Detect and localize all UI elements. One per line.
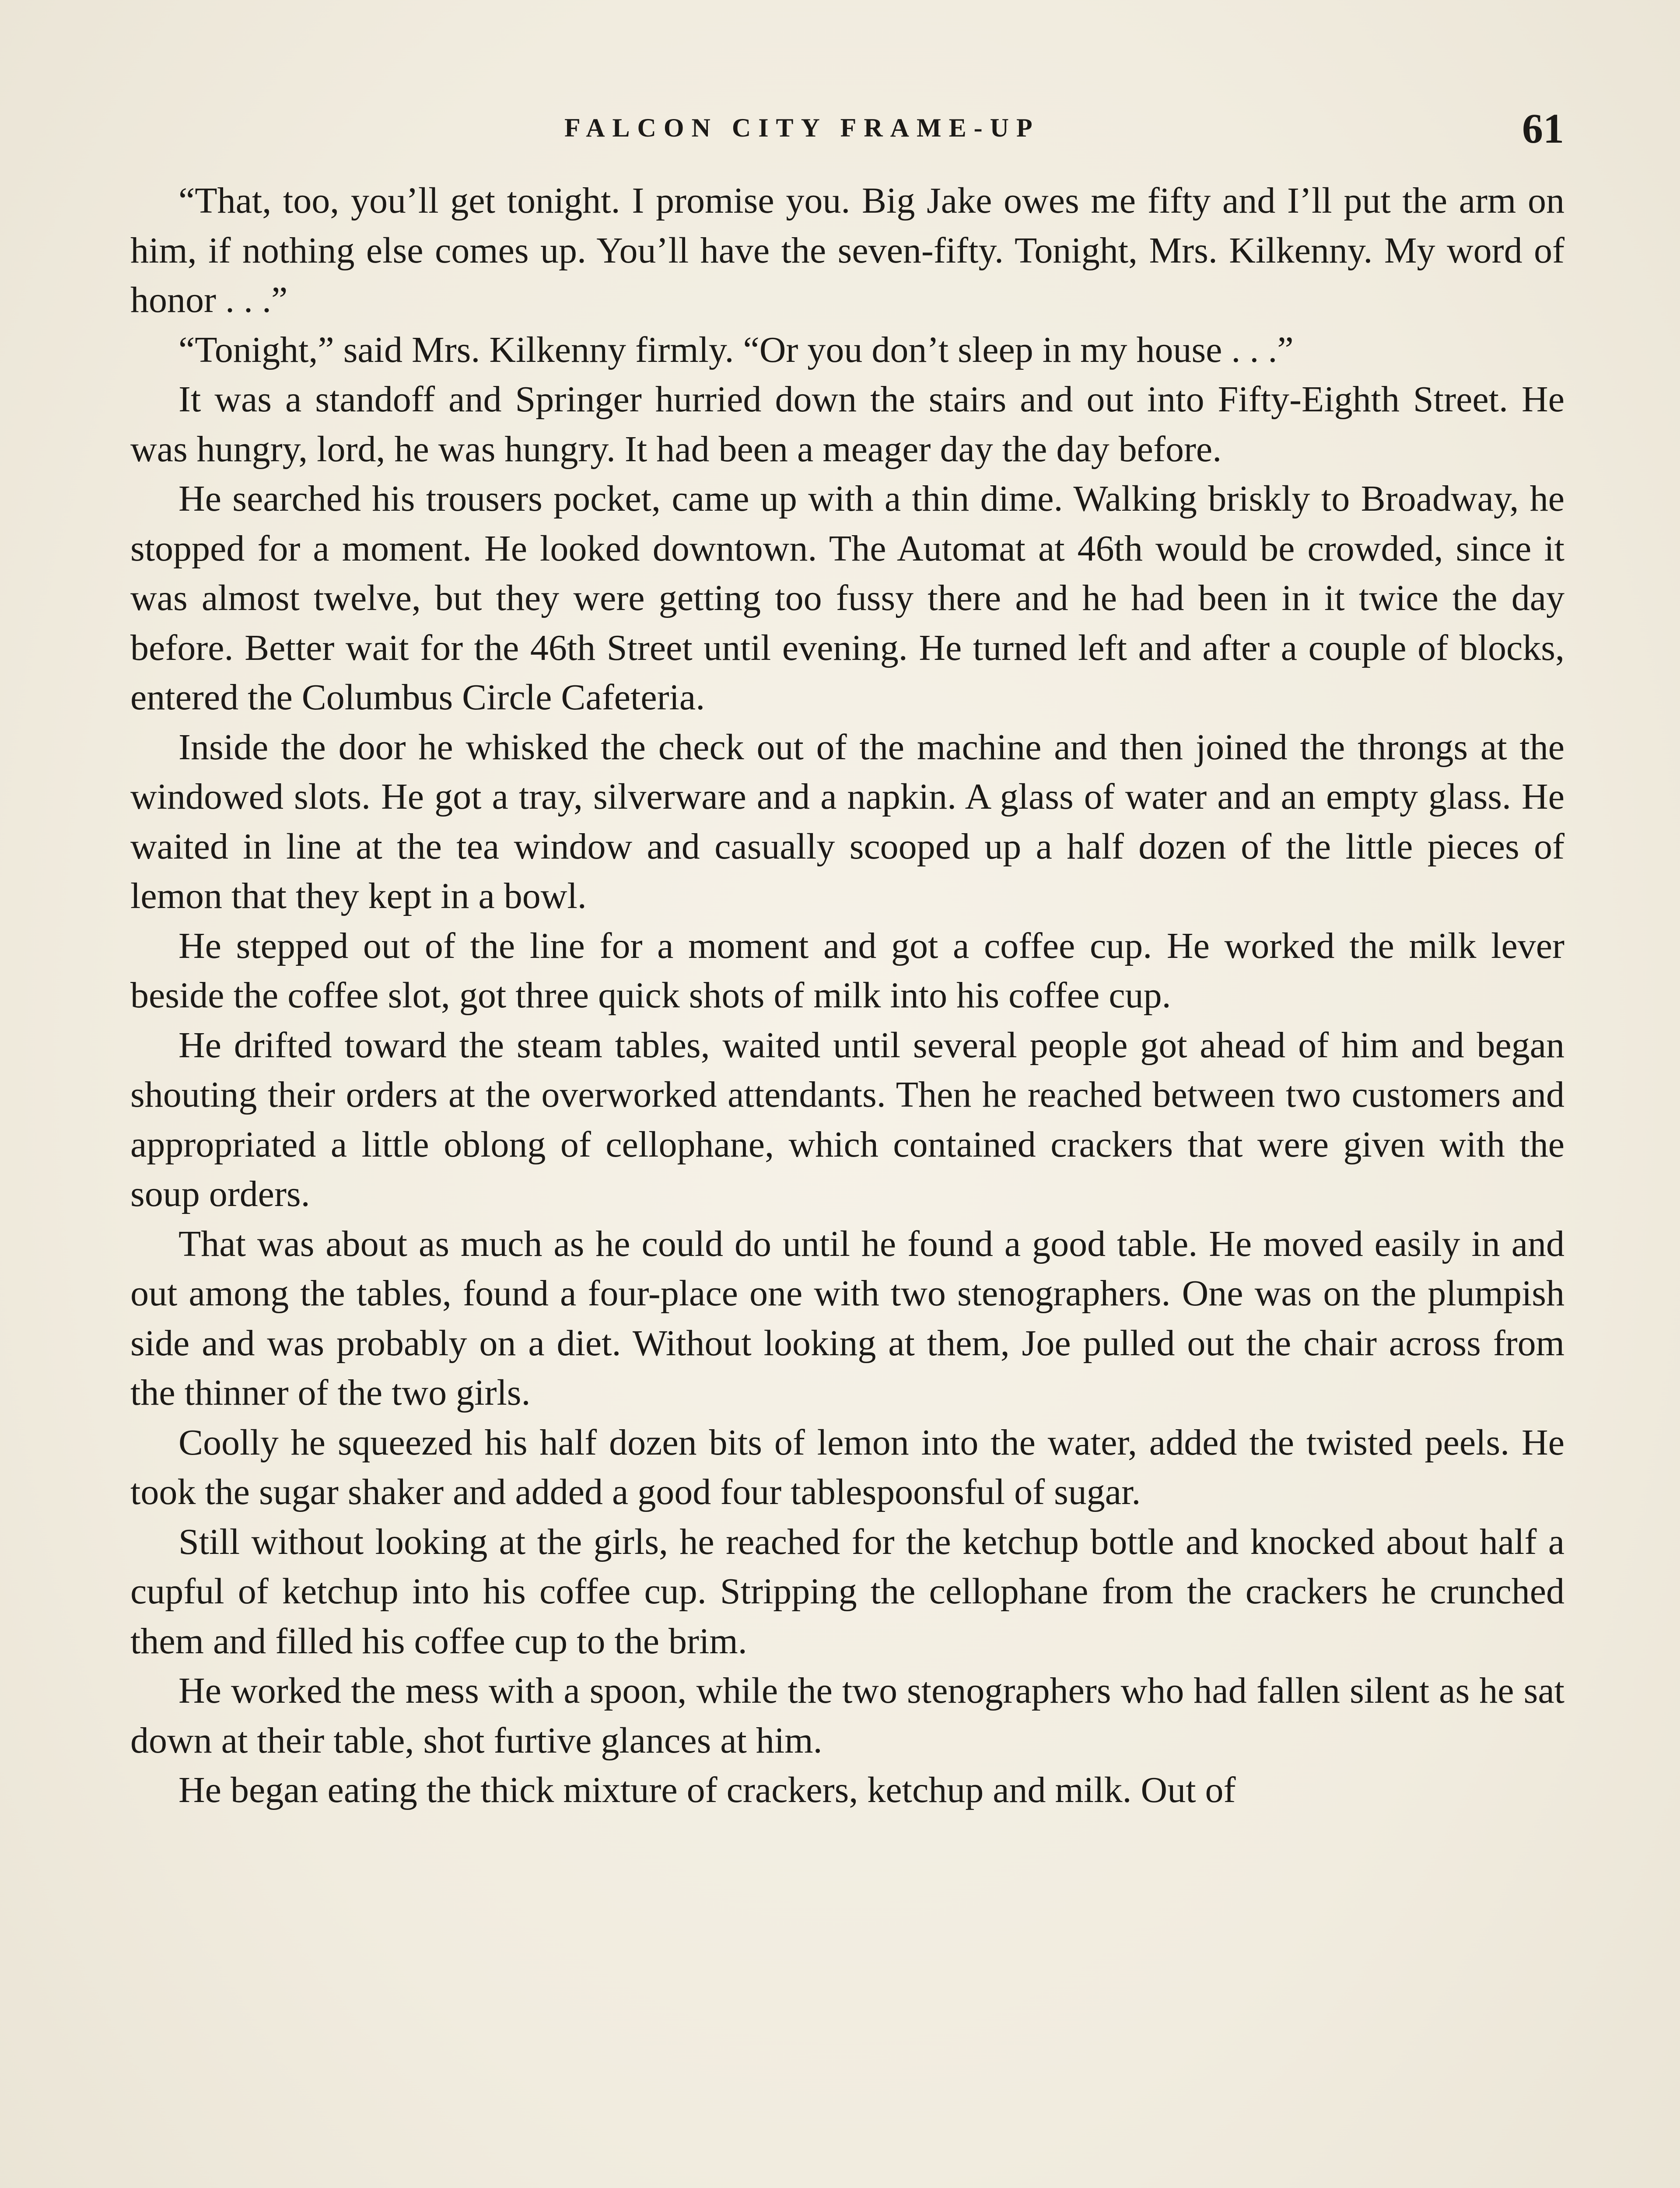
running-title: FALCON CITY FRAME-UP xyxy=(564,113,1040,142)
paragraph: That was about as much as he could do until he found a good table. He moved easily in and out among the tables, found a four-place one with two stenographers. One was on the plumpish side and was probably on a diet. Without looking at them, Joe pulled out the chair across from the thinner of the two girls. xyxy=(130,1223,1564,1413)
body-text xyxy=(130,176,1564,1815)
paragraph: Still without looking at the girls, he reached for the ketchup bottle and knocked about half a cupful of ketchup into his coffee cup. Stripping the cellophane from the crackers he crunched them and filled his coffee cup to the brim. xyxy=(130,1521,1564,1662)
paragraph: “Tonight,” said Mrs. Kilkenny firmly. “Or you don’t sleep in my house . . .” xyxy=(178,329,1294,370)
paragraph: He drifted toward the steam tables, waited until several people got ahead of him and began shouting their orders at the overworked attendants. Then he reached between two customers and appropriated a little oblong of cellophane, which contained crackers that were given with the soup orders. xyxy=(130,1024,1564,1214)
page-number: 61 xyxy=(1522,105,1564,152)
paragraph: Coolly he squeezed his half dozen bits of lemon into the water, added the twisted peels. He took the sugar shaker and added a good four tablespoonsful of sugar. xyxy=(130,1422,1564,1512)
paragraph: Inside the door he whisked the check out of the machine and then joined the throngs at the windowed slots. He got a tray, silverware and a napkin. A glass of water and an empty glass. He waited in line at the tea window and casually scooped up a half dozen of the little pieces of lemon that they kept in a bowl. xyxy=(130,726,1564,916)
paragraph: He stepped out of the line for a moment and got a coffee cup. He worked the milk lever beside the coffee slot, got three quick shots of milk into his coffee cup. xyxy=(130,925,1564,1016)
paragraph: “That, too, you’ll get tonight. I promise you. Big Jake owes me fifty and I’ll put the arm on him, if nothing else comes up. You’ll have the seven-fifty. Tonight, Mrs. Kilkenny. My word of honor . . .” xyxy=(130,180,1564,320)
paragraph: He searched his trousers pocket, came up with a thin dime. Walking briskly to Broadway, he stopped for a moment. He looked downtown. The Automat at 46th would be crowded, since it was almost twelve, but they were getting too fussy there and he had been in it twice the day before. Better wait for the 46th Street until evening. He turned left and after a couple of blocks, entered the Columbus Circle Cafeteria. xyxy=(130,478,1564,718)
paragraph: He worked the mess with a spoon, while the two stenographers who had fallen silent as he sat down at their table, shot furtive glances at him. xyxy=(130,1670,1564,1761)
paragraph: He began eating the thick mixture of crackers, ketchup and milk. Out of xyxy=(178,1770,1236,1810)
paragraph: It was a standoff and Springer hurried down the stairs and out into Fifty-Eighth Street. He was hungry, lord, he was hungry. It had been a meager day the day before. xyxy=(130,379,1564,470)
